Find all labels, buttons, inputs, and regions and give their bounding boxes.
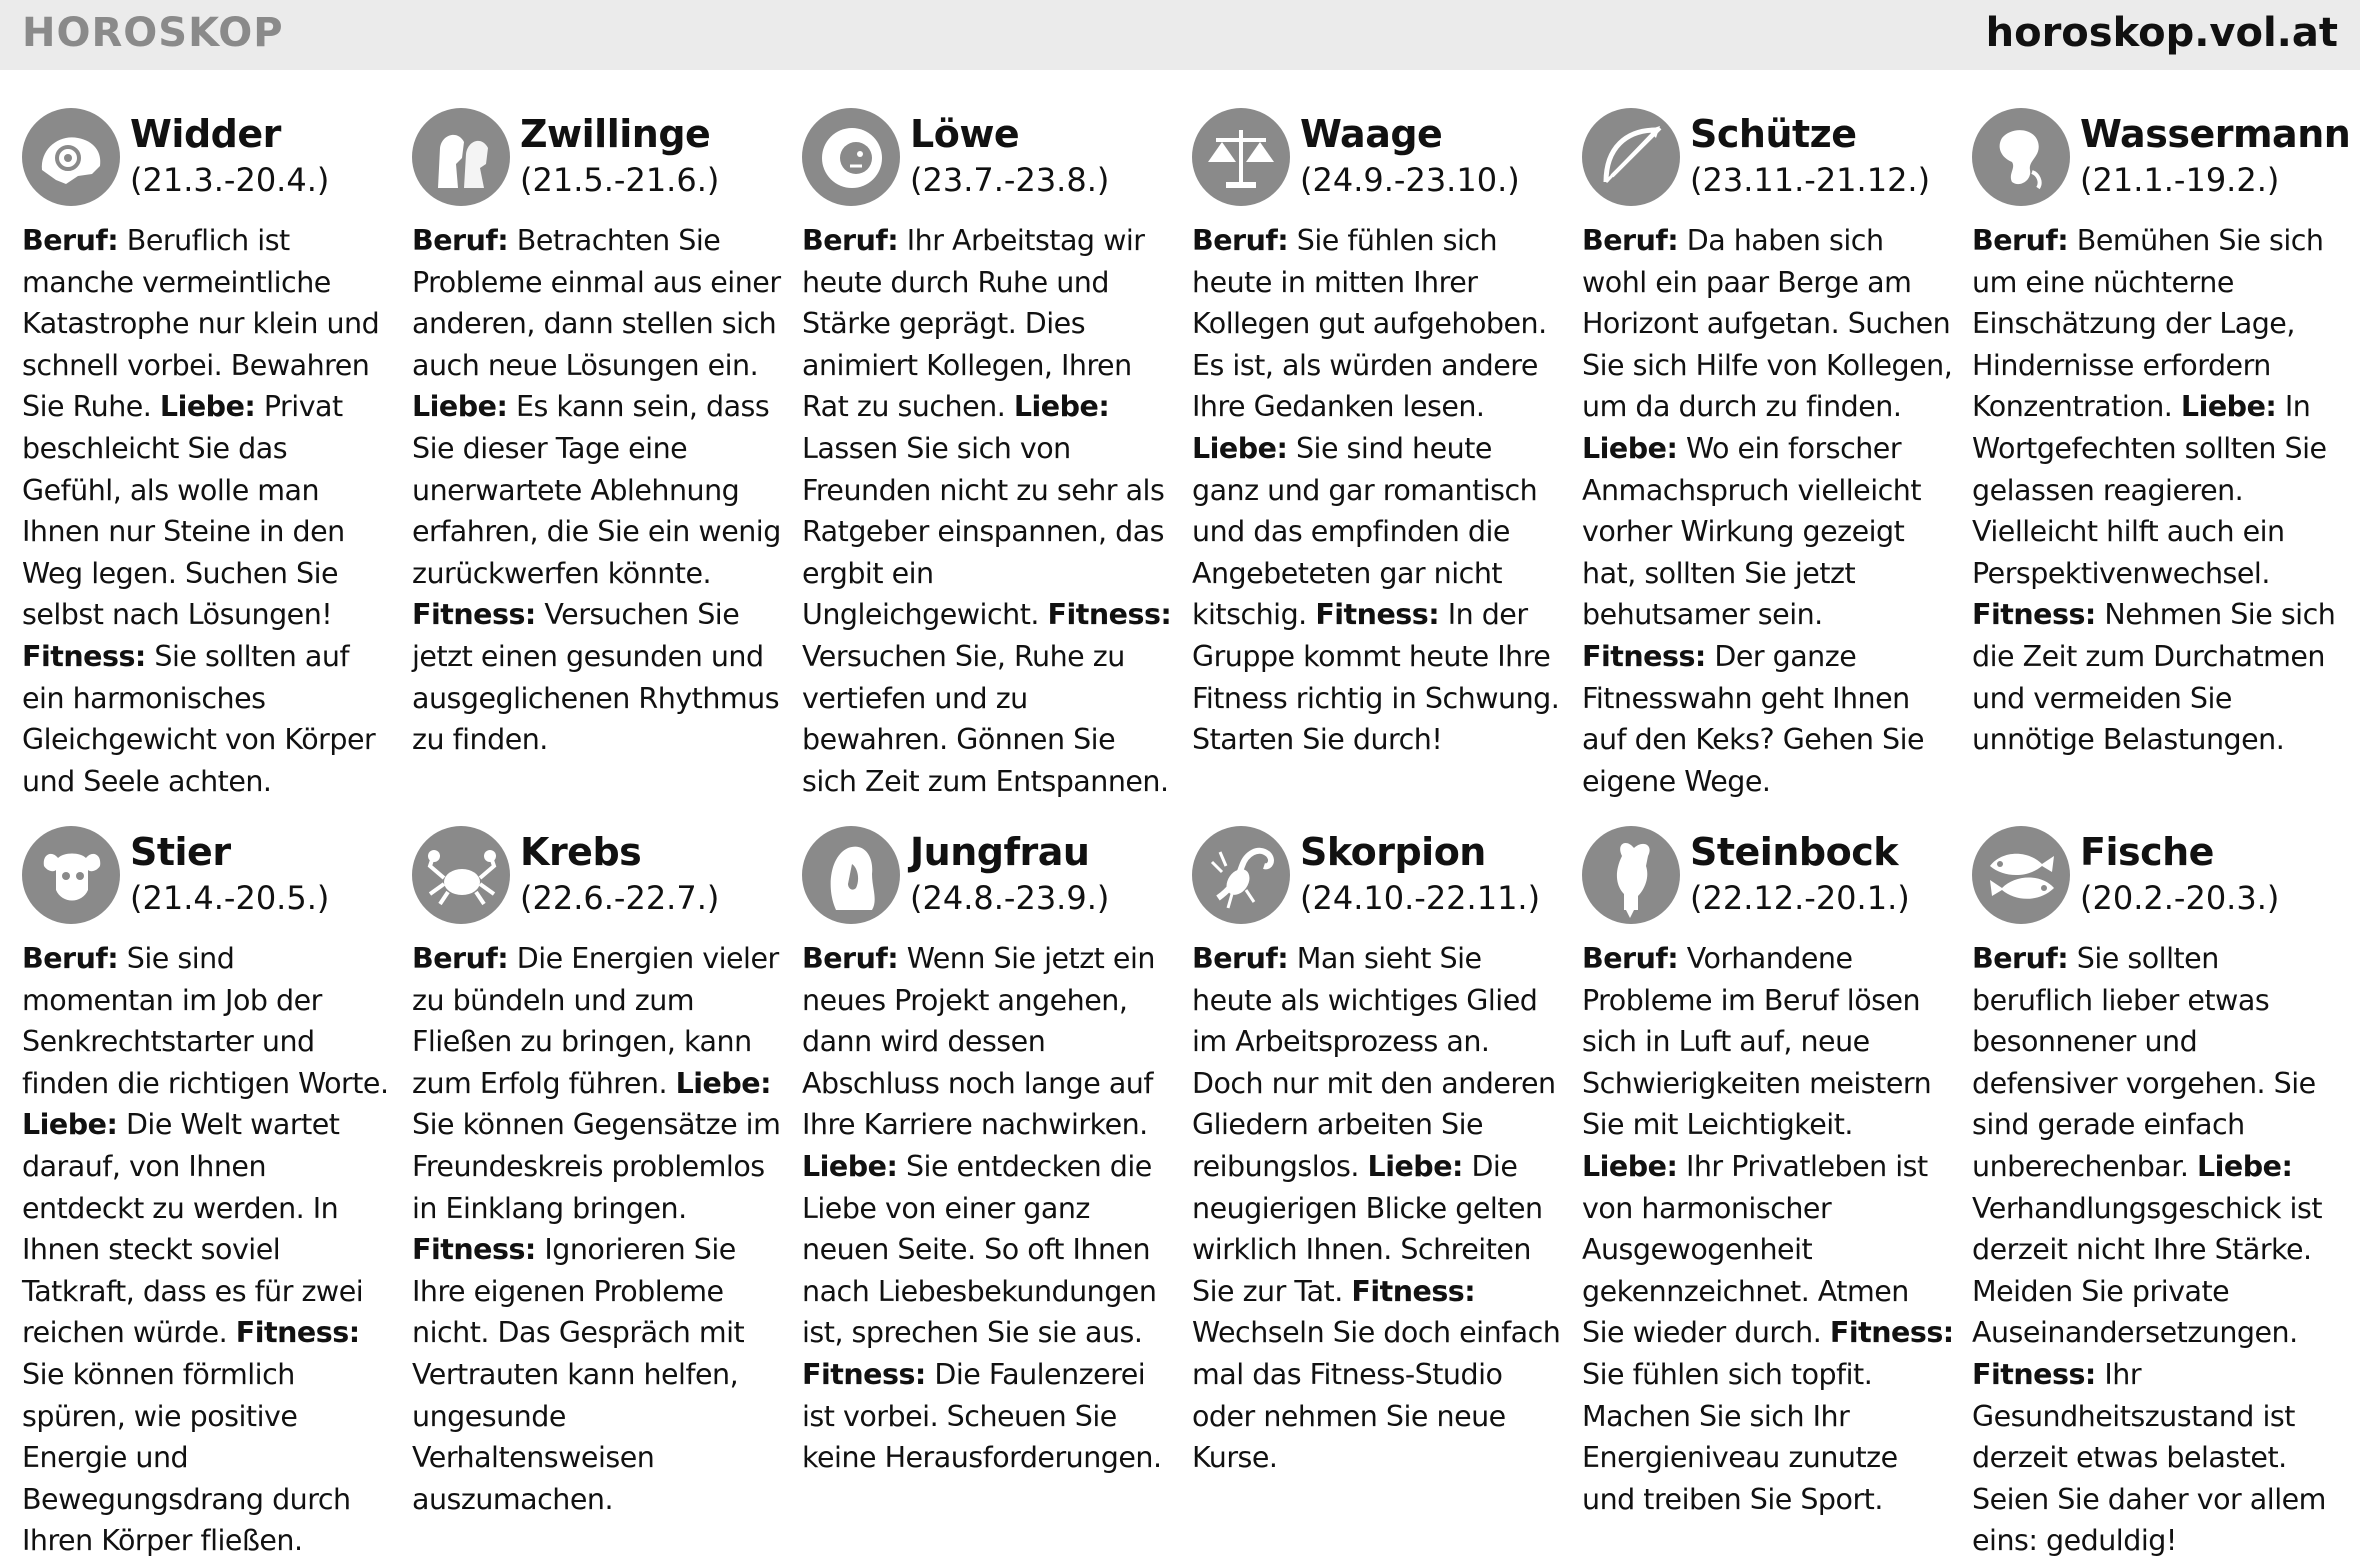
sign-dates: (21.1.-19.2.) bbox=[2080, 161, 2280, 199]
page-header bbox=[0, 0, 2360, 70]
love-label: Liebe: bbox=[159, 390, 256, 424]
sign-card-fische bbox=[1972, 826, 2344, 1562]
sign-name: Skorpion bbox=[1300, 830, 1486, 874]
bull-icon bbox=[22, 826, 120, 924]
sign-text bbox=[1192, 220, 1564, 761]
sign-card-löwe bbox=[802, 108, 1174, 802]
fitness-label: Fitness: bbox=[1351, 1274, 1476, 1308]
sign-dates: (24.8.-23.9.) bbox=[910, 879, 1110, 917]
sign-text bbox=[802, 220, 1174, 802]
sign-name: Wassermann bbox=[2080, 112, 2351, 156]
fitness-text: Sie sollten auf ein harmonisches Gleichgewicht von Körper und Seele achten. bbox=[22, 639, 376, 798]
love-label: Liebe: bbox=[22, 1108, 118, 1142]
sign-name: Krebs bbox=[520, 830, 642, 874]
sign-text bbox=[1972, 220, 2344, 761]
love-text: Lassen Sie sich von Freunden nicht zu sehr als Ratgeber einspannen, das ergbit ein Ungleichgewicht. bbox=[802, 431, 1165, 632]
job-label: Beruf: bbox=[1192, 942, 1289, 975]
job-text: Beruflich ist manche vermeintliche Katastrophe nur klein und schnell vorbei. Bewahren Sie Ruhe. bbox=[22, 224, 380, 424]
fitness-label: Fitness: bbox=[1047, 598, 1172, 632]
sign-name: Fische bbox=[2080, 830, 2214, 874]
sign-dates: (20.2.-20.3.) bbox=[2080, 879, 2280, 917]
job-label: Beruf: bbox=[1192, 224, 1289, 257]
love-label: Liebe: bbox=[1582, 1149, 1678, 1183]
sign-card-waage bbox=[1192, 108, 1564, 761]
sign-dates: (21.3.-20.4.) bbox=[130, 161, 330, 199]
love-text: In Wortgefechten sollten Sie gelassen reagieren. Vielleicht hilft auch ein Perspektivenwechsel. bbox=[1972, 390, 2327, 590]
virgin-icon bbox=[802, 826, 900, 924]
fitness-label: Fitness: bbox=[235, 1316, 360, 1350]
sign-header bbox=[1192, 826, 1564, 938]
fitness-text: Der ganze Fitnesswahn geht Ihnen auf den Keks? Gehen Sie eigene Wege. bbox=[1582, 639, 1925, 798]
sign-text bbox=[412, 938, 784, 1520]
sign-card-steinbock bbox=[1582, 826, 1954, 1520]
sign-card-skorpion bbox=[1192, 826, 1564, 1479]
love-label: Liebe: bbox=[1013, 390, 1110, 424]
sign-dates: (21.5.-21.6.) bbox=[520, 161, 720, 199]
sign-name: Zwillinge bbox=[520, 112, 711, 156]
fitness-label: Fitness: bbox=[22, 639, 146, 673]
fitness-text: Ignorieren Sie Ihre eigenen Probleme nicht. Das Gespräch mit Vertrauten kann helfen, ungesunde Verhaltensweisen auszumachen. bbox=[412, 1233, 745, 1516]
fitness-label: Fitness: bbox=[1582, 639, 1706, 673]
sign-text bbox=[1582, 220, 1954, 802]
sign-text bbox=[412, 220, 784, 761]
fitness-text: Versuchen Sie jetzt einen gesunden und ausgeglichenen Rhythmus zu finden. bbox=[412, 598, 780, 757]
sign-text bbox=[1972, 938, 2344, 1562]
sign-dates: (23.11.-21.12.) bbox=[1690, 161, 1931, 199]
job-label: Beruf: bbox=[22, 942, 119, 975]
job-label: Beruf: bbox=[1582, 224, 1679, 257]
sign-dates: (22.12.-20.1.) bbox=[1690, 879, 1910, 917]
fitness-label: Fitness: bbox=[1972, 1357, 2096, 1391]
love-text: Verhandlungsgeschick ist derzeit nicht Ihre Stärke. Meiden Sie private Auseinandersetzungen. bbox=[1972, 1191, 2322, 1350]
fitness-text: Wechseln Sie doch einfach mal das Fitness-Studio oder nehmen Sie neue Kurse. bbox=[1192, 1316, 1561, 1475]
sign-dates: (23.7.-23.8.) bbox=[910, 161, 1110, 199]
sign-card-zwillinge bbox=[412, 108, 784, 761]
ram-icon bbox=[22, 108, 120, 206]
sign-text bbox=[1192, 938, 1564, 1479]
sign-card-jungfrau bbox=[802, 826, 1174, 1479]
fitness-text: Die Faulenzerei ist vorbei. Scheuen Sie keine Herausforderungen. bbox=[802, 1357, 1162, 1475]
archer-icon bbox=[1582, 108, 1680, 206]
job-text: Bemühen Sie sich um eine nüchterne Einschätzung der Lage, Hindernisse erfordern Konzentration. bbox=[1972, 224, 2324, 424]
love-text: Wo ein forscher Anmachspruch vielleicht vorher Wirkung gezeigt hat, sollten Sie jetzt behutsamer sein. bbox=[1582, 431, 1922, 632]
sign-name: Schütze bbox=[1690, 112, 1857, 156]
fitness-text: Sie fühlen sich topfit. Machen Sie sich Ihr Energieniveau zunutze und treiben Sie Sport. bbox=[1582, 1357, 1898, 1516]
job-text: Ihr Arbeitstag wir heute durch Ruhe und Stärke geprägt. Dies animiert Kollegen, Ihren Rat zu suchen. bbox=[802, 224, 1145, 424]
love-label: Liebe: bbox=[1582, 431, 1678, 465]
love-text: Sie entdecken die Liebe von einer ganz neuen Seite. So oft Ihnen nach Liebesbekundungen ist, sprechen Sie sie aus. bbox=[802, 1149, 1157, 1350]
sign-text bbox=[802, 938, 1174, 1479]
fitness-label: Fitness: bbox=[1972, 598, 2096, 632]
fitness-text: Versuchen Sie, Ruhe zu vertiefen und zu bewahren. Gönnen Sie sich Zeit zum Entspannen. bbox=[802, 639, 1169, 798]
sign-header bbox=[802, 826, 1174, 938]
love-label: Liebe: bbox=[1192, 431, 1288, 465]
sign-header bbox=[1192, 108, 1564, 220]
fitness-text: Sie können förmlich spüren, wie positive Energie und Bewegungsdrang durch Ihren Körper fließen. bbox=[22, 1357, 351, 1558]
job-text: Man sieht Sie heute als wichtiges Glied im Arbeitsprozess an. Doch nur mit den anderen Gliedern arbeiten Sie reibungslos. bbox=[1192, 942, 1556, 1183]
job-label: Beruf: bbox=[1972, 224, 2069, 257]
job-label: Beruf: bbox=[22, 224, 119, 257]
sign-header bbox=[412, 826, 784, 938]
sign-header bbox=[802, 108, 1174, 220]
fitness-text: In der Gruppe kommt heute Ihre Fitness richtig in Schwung. Starten Sie durch! bbox=[1192, 598, 1560, 757]
love-text: Die Welt wartet darauf, von Ihnen entdeckt zu werden. In Ihnen steckt soviel Tatkraft, dass es für zwei reichen würde. bbox=[22, 1108, 364, 1350]
sign-name: Löwe bbox=[910, 112, 1020, 156]
job-text: Da haben sich wohl ein paar Berge am Horizont aufgetan. Suchen Sie sich Hilfe von Kollegen, um da durch zu finden. bbox=[1582, 224, 1953, 424]
sign-header bbox=[1582, 108, 1954, 220]
job-label: Beruf: bbox=[1582, 942, 1679, 975]
scales-icon bbox=[1192, 108, 1290, 206]
lion-icon bbox=[802, 108, 900, 206]
fitness-text: Ihr Gesundheitszustand ist derzeit etwas belastet. Seien Sie daher vor allem eins: geduldig! bbox=[1972, 1357, 2326, 1558]
sign-header bbox=[1972, 826, 2344, 938]
love-label: Liebe: bbox=[802, 1149, 898, 1183]
goat-icon bbox=[1582, 826, 1680, 924]
job-label: Beruf: bbox=[412, 224, 509, 257]
sign-name: Waage bbox=[1300, 112, 1443, 156]
job-label: Beruf: bbox=[802, 224, 899, 257]
fitness-label: Fitness: bbox=[1315, 598, 1440, 632]
love-label: Liebe: bbox=[675, 1066, 771, 1100]
sign-name: Jungfrau bbox=[910, 830, 1090, 874]
job-text: Sie sind momentan im Job der Senkrechtstarter und finden die richtigen Worte. bbox=[22, 942, 389, 1100]
sign-dates: (24.9.-23.10.) bbox=[1300, 161, 1520, 199]
job-text: Vorhandene Probleme im Beruf lösen sich in Luft auf, neue Schwierigkeiten meistern Sie mit Leichtigkeit. bbox=[1582, 942, 1932, 1142]
love-text: Sie sind heute ganz und gar romantisch und das empfinden die Angebeteten gar nicht kitschig. bbox=[1192, 431, 1538, 632]
job-label: Beruf: bbox=[412, 942, 509, 975]
sign-header bbox=[22, 826, 394, 938]
love-label: Liebe: bbox=[2180, 390, 2277, 424]
job-text: Sie fühlen sich heute in mitten Ihrer Kollegen gut aufgehoben. Es ist, als würden andere Ihre Gedanken lesen. bbox=[1192, 224, 1547, 424]
love-label: Liebe: bbox=[412, 390, 508, 424]
twins-icon bbox=[412, 108, 510, 206]
sign-dates: (22.6.-22.7.) bbox=[520, 879, 720, 917]
love-text: Die neugierigen Blicke gelten wirklich Ihnen. Schreiten Sie zur Tat. bbox=[1192, 1149, 1543, 1308]
fitness-label: Fitness: bbox=[412, 1233, 536, 1267]
sign-card-schütze bbox=[1582, 108, 1954, 802]
sign-dates: (21.4.-20.5.) bbox=[130, 879, 330, 917]
job-label: Beruf: bbox=[802, 942, 899, 975]
sign-header bbox=[1972, 108, 2351, 220]
sign-text bbox=[22, 220, 394, 802]
job-text: Sie sollten beruflich lieber etwas besonnener und defensiver vorgehen. Sie sind gerade einfach unberechenbar. bbox=[1972, 942, 2316, 1183]
sign-name: Steinbock bbox=[1690, 830, 1898, 874]
sign-header bbox=[22, 108, 394, 220]
love-text: Ihr Privatleben ist von harmonischer Ausgewogenheit gekennzeichnet. Atmen Sie wieder durch. bbox=[1582, 1149, 1928, 1350]
sign-text bbox=[22, 938, 394, 1562]
fitness-label: Fitness: bbox=[802, 1357, 926, 1391]
love-text: Sie können Gegensätze im Freundeskreis problemlos in Einklang bringen. bbox=[412, 1108, 781, 1225]
love-label: Liebe: bbox=[2196, 1149, 2293, 1183]
love-text: Es kann sein, dass Sie dieser Tage eine unerwartete Ablehnung erfahren, die Sie ein wenig zurückwerfen könnte. bbox=[412, 390, 781, 590]
love-label: Liebe: bbox=[1367, 1149, 1463, 1183]
fitness-label: Fitness: bbox=[1829, 1316, 1954, 1350]
sign-name: Stier bbox=[130, 830, 231, 874]
sign-name: Widder bbox=[130, 112, 281, 156]
fish-icon bbox=[1972, 826, 2070, 924]
sign-card-krebs bbox=[412, 826, 784, 1520]
sign-text bbox=[1582, 938, 1954, 1520]
job-text: Betrachten Sie Probleme einmal aus einer anderen, dann stellen sich auch neue Lösungen ein. bbox=[412, 224, 781, 382]
fitness-text: Nehmen Sie sich die Zeit zum Durchatmen und vermeiden Sie unnötige Belastungen. bbox=[1972, 598, 2336, 757]
scorpion-icon bbox=[1192, 826, 1290, 924]
fitness-label: Fitness: bbox=[412, 598, 536, 632]
crab-icon bbox=[412, 826, 510, 924]
site-url[interactable]: horoskop.vol.at bbox=[1985, 10, 2338, 56]
sign-dates: (24.10.-22.11.) bbox=[1300, 879, 1541, 917]
sign-card-stier bbox=[22, 826, 394, 1562]
love-text: Privat beschleicht Sie das Gefühl, als wolle man Ihnen nur Steine in den Weg legen. Suchen Sie selbst nach Lösungen! bbox=[22, 390, 345, 632]
sign-card-widder bbox=[22, 108, 394, 802]
sign-header bbox=[1582, 826, 1954, 938]
job-text: Die Energien vieler zu bündeln und zum Fließen zu bringen, kann zum Erfolg führen. bbox=[412, 942, 779, 1100]
sign-header bbox=[412, 108, 784, 220]
job-text: Wenn Sie jetzt ein neues Projekt angehen, dann wird dessen Abschluss noch lange auf Ihre Karriere nachwirken. bbox=[802, 942, 1155, 1142]
water-bearer-icon bbox=[1972, 108, 2070, 206]
sign-card-wassermann bbox=[1972, 108, 2351, 761]
page-title: HOROSKOP bbox=[22, 10, 284, 56]
job-label: Beruf: bbox=[1972, 942, 2069, 975]
